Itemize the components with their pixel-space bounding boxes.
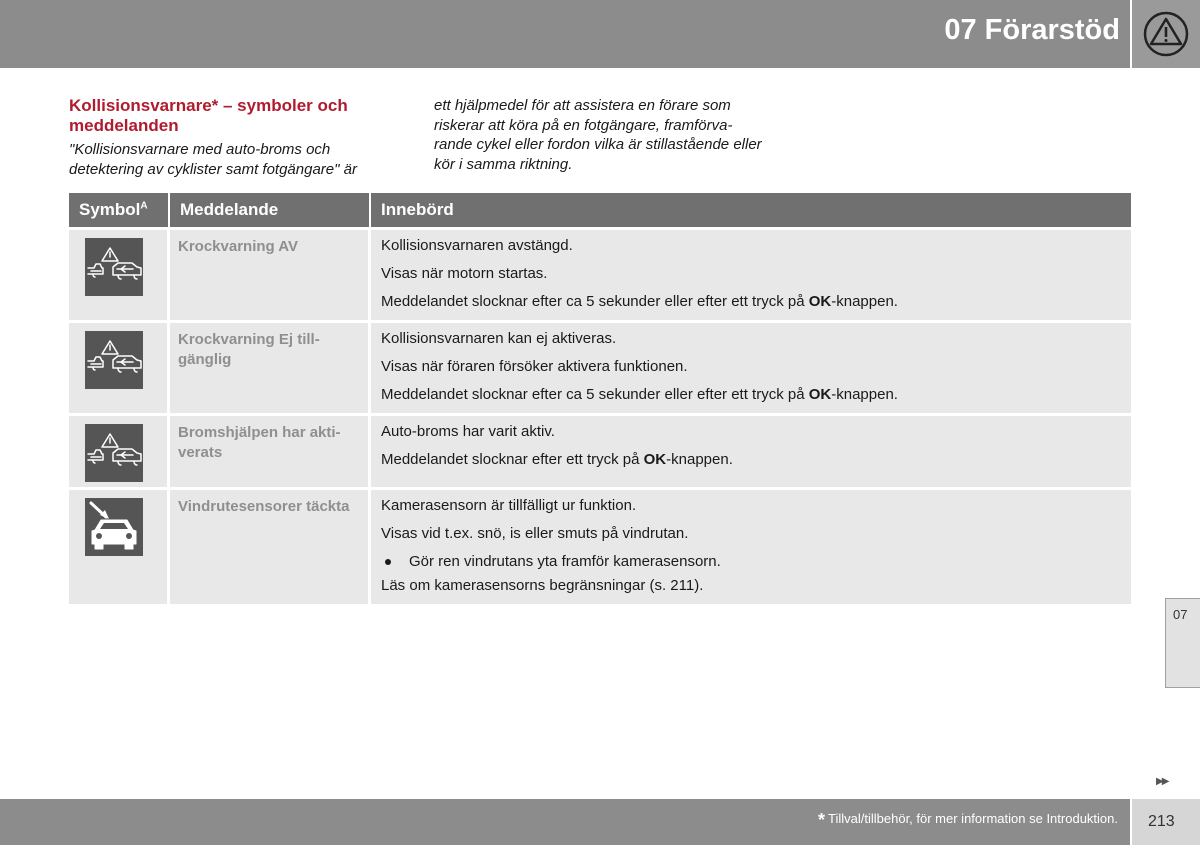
table-row: [69, 416, 1131, 490]
column-header-message: Meddelande: [170, 193, 371, 230]
meaning-cell: [371, 490, 1131, 607]
meaning-line: Visas vid t.ex. snö, is eller smuts på vindrutan.: [381, 525, 689, 542]
collision-warning-icon: [85, 424, 143, 482]
meaning-cell: [371, 323, 1131, 416]
symbol-message-table: [69, 193, 1131, 607]
bullet-item: Gör ren vindrutans yta framför kamerasensorn.: [381, 552, 1121, 572]
page-number: 213: [1132, 799, 1200, 845]
meaning-line: Kamerasensorn är tillfälligt ur funktion.: [381, 497, 637, 514]
chapter-title: 07 Förarstöd: [944, 14, 1120, 46]
warning-triangle-icon: [1142, 10, 1190, 58]
chapter-side-tab: 07: [1165, 598, 1200, 688]
table-row: [69, 490, 1131, 607]
symbol-cell: [69, 230, 170, 323]
message-cell: Vindrutesensorer täckta: [170, 490, 371, 607]
meaning-line: Meddelandet slocknar efter ett tryck på OK-knappen.: [381, 451, 733, 468]
symbol-cell: [69, 416, 170, 490]
table-row: [69, 323, 1131, 416]
meaning-line: Kollisionsvarnaren kan ej aktiveras.: [381, 330, 617, 347]
bullet-dot: [385, 559, 391, 565]
symbol-cell: [69, 490, 170, 607]
meaning-line: Meddelandet slocknar efter ca 5 sekunder eller efter ett tryck på OK-knappen.: [381, 293, 898, 310]
table-header-row: [69, 193, 1131, 230]
table-row: [69, 230, 1131, 323]
meaning-line: Meddelandet slocknar efter ca 5 sekunder eller efter ett tryck på OK-knappen.: [381, 386, 898, 403]
message-cell: Krockvarning Ej till-gänglig: [170, 323, 371, 416]
meaning-line: Visas när föraren försöker aktivera funktionen.: [381, 358, 688, 375]
intro-text-col2: ett hjälpmedel för att assistera en förare som riskerar att köra på en fotgängare, framförva-rande cykel eller fordon vilka är stillastående eller kör i samma riktning.: [434, 97, 762, 173]
meaning-cell: [371, 416, 1131, 490]
collision-warning-icon: [85, 238, 143, 296]
collision-warning-icon: [85, 331, 143, 389]
windscreen-sensor-icon: [85, 498, 143, 556]
message-cell: Krockvarning AV: [170, 230, 371, 323]
section-heading: Kollisionsvarnare* – symboler och meddelanden: [69, 96, 348, 135]
column-header-meaning: Innebörd: [371, 193, 1131, 230]
next-page-arrows-icon: ▶▶: [1156, 776, 1168, 787]
meaning-line: Visas när motorn startas.: [381, 265, 548, 282]
column-header-symbol: Symbol$^A$: [69, 193, 170, 230]
symbol-cell: [69, 323, 170, 416]
message-cell: Bromshjälpen har akti-verats: [170, 416, 371, 490]
meaning-line: Läs om kamerasensorns begränsningar (s. 211).: [381, 577, 704, 594]
footnote: * Tillval/tillbehör, för mer information se Introduktion.: [818, 810, 1118, 830]
meaning-cell: [371, 230, 1131, 323]
header-icon-box: [1132, 0, 1200, 68]
meaning-line: Auto-broms har varit aktiv.: [381, 423, 555, 440]
meaning-line: Kollisionsvarnaren avstängd.: [381, 237, 573, 254]
intro-text-col1: "Kollisionsvarnare med auto-broms och detektering av cyklister samt fotgängare" är: [69, 141, 357, 178]
